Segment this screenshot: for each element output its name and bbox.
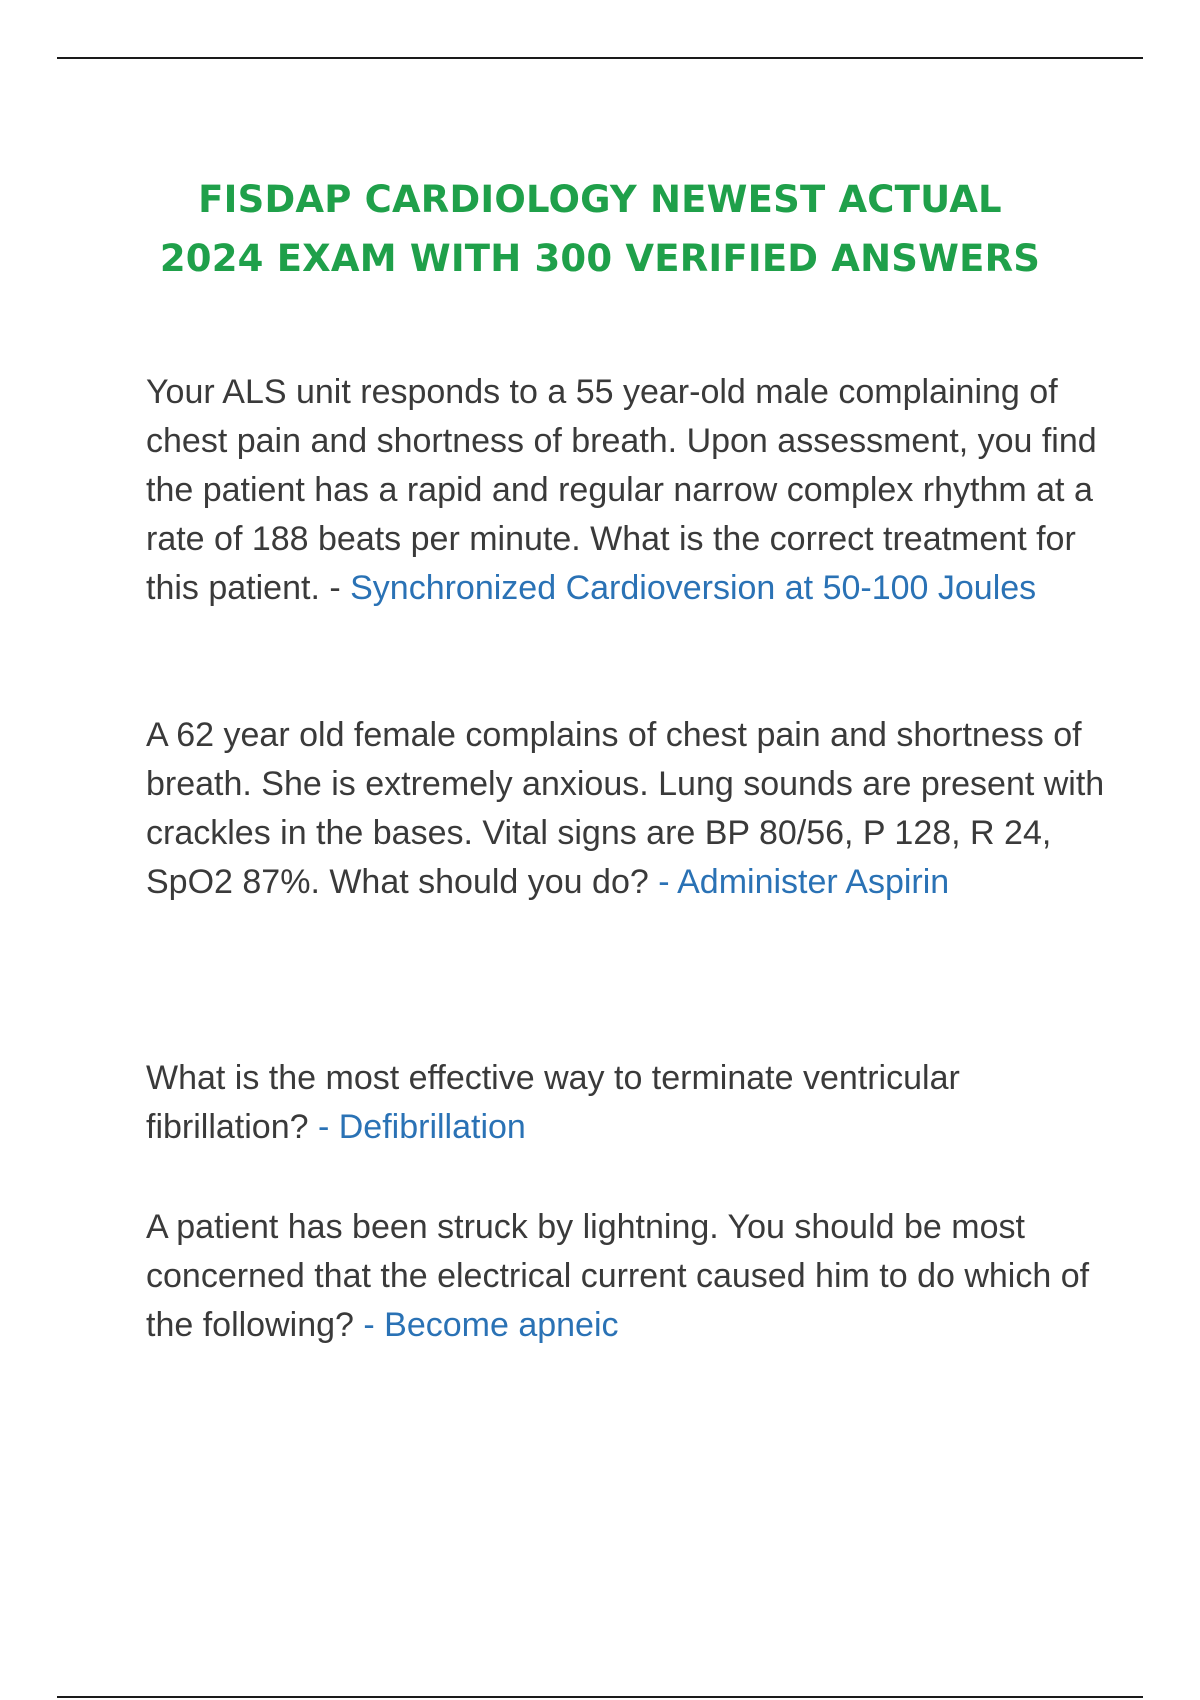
top-rule [57, 57, 1143, 59]
title-line-1: FISDAP CARDIOLOGY NEWEST ACTUAL [198, 177, 1002, 221]
answer-text: - Defibrillation [317, 1108, 526, 1146]
qa-item [146, 1203, 1106, 1350]
qa-item [146, 368, 1106, 613]
answer-text: - Administer Aspirin [658, 863, 950, 901]
qa-item [146, 711, 1106, 907]
question-text: A 62 year old female complains of chest pain and shortness of breath. She is extremely anxious. Lung sounds are present with crackles in the bases. Vital signs are BP 80/56, P 128, R 24, SpO2 87%. What should you do? [146, 716, 1105, 901]
qa-item [146, 1054, 1106, 1152]
question-text: Your ALS unit responds to a 55 year-old male complaining of chest pain and shortness of breath. Upon assessment, you find the patient has a rapid and regular narrow complex rhythm at a rate of 188 beats per minute. What is the correct treatment for this patient. - [146, 373, 1097, 607]
answer-text: Synchronized Cardioversion at 50-100 Joules [350, 569, 1037, 607]
question-text: What is the most effective way to terminate ventricular fibrillation? [146, 1059, 960, 1146]
bottom-rule [57, 1696, 1143, 1698]
document-title [100, 170, 1100, 288]
answer-text: - Become apneic [363, 1306, 619, 1344]
title-line-2: 2024 EXAM WITH 300 VERIFIED ANSWERS [159, 236, 1041, 280]
question-text: A patient has been struck by lightning. You should be most concerned that the electrical current caused him to do which of the following? [146, 1208, 1090, 1344]
